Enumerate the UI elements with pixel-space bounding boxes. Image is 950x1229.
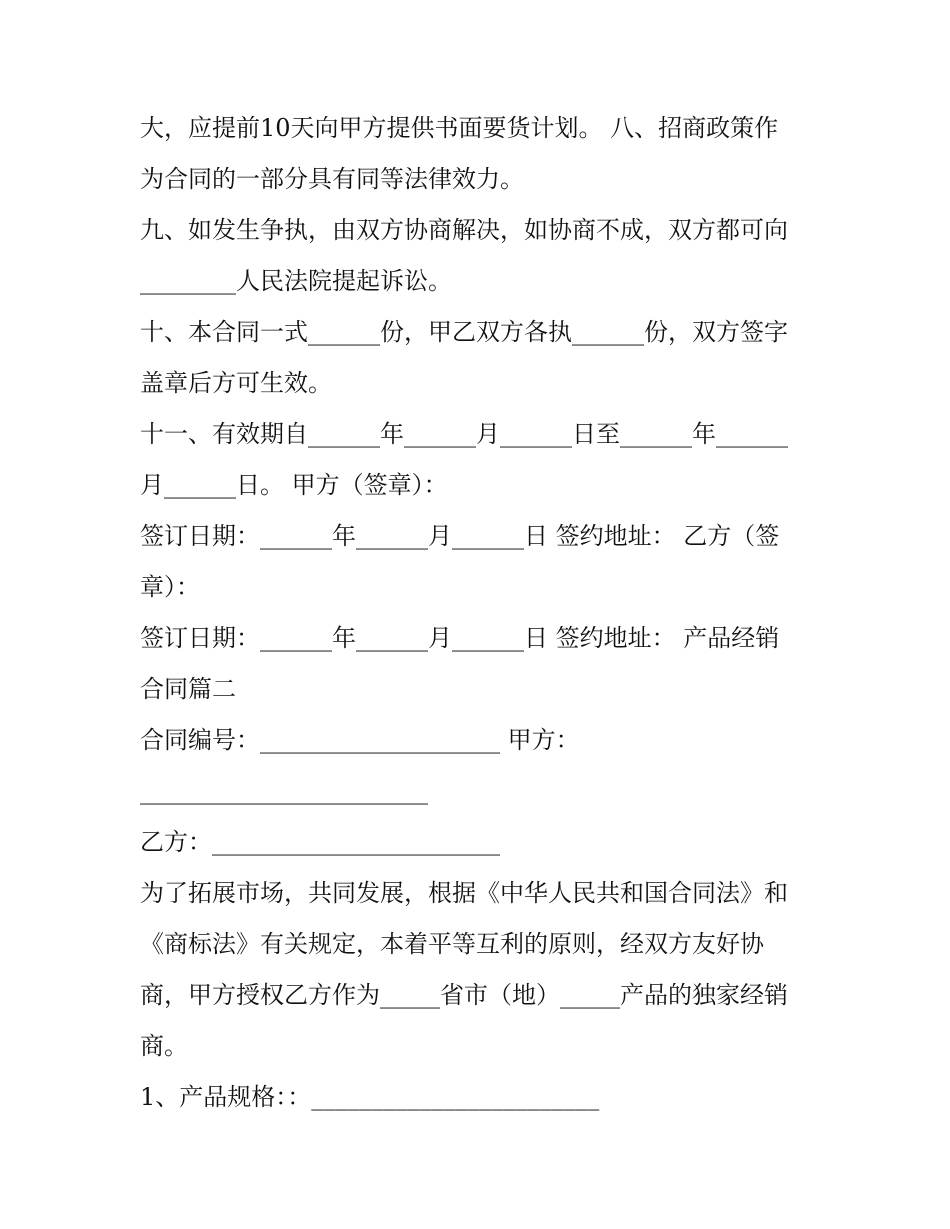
text-line: 签订日期：______年______月______日 签约地址： 乙方（签 [140,522,780,550]
text-line: ________人民法院提起诉讼。 [140,267,452,295]
text-line: 乙方：________________________ [140,828,500,856]
text-line: 商，甲方授权乙方作为_____省市（地）_____产品的独家经销 [140,981,788,1009]
text-line: 商。 [140,1032,188,1060]
text-line: 月______日。 甲方（签章）： [140,471,448,499]
text-line: 为合同的一部分具有同等法律效力。 [140,165,524,193]
text-line: 章）： [140,573,200,601]
text-line: 大，应提前10天向甲方提供书面要货计划。 八、招商政策作 [140,114,779,142]
text-line: 签订日期：______年______月______日 签约地址： 产品经销 [140,624,780,652]
text-line: 为了拓展市场，共同发展，根据《中华人民共和国合同法》和 [140,879,788,907]
text-line: 《商标法》有关规定，本着平等互利的原则，经双方友好协 [140,930,764,958]
section-heading: 合同篇二 [140,675,236,703]
text-line: 合同编号：____________________ 甲方： [140,726,580,754]
text-line: 1、产品规格：：________________________ [140,1083,600,1111]
text-line: ________________________ [140,777,428,805]
document-body [140,103,820,1123]
text-line: 十、本合同一式______份，甲乙双方各执______份，双方签字 [140,318,788,346]
text-line: 盖章后方可生效。 [140,369,332,397]
text-line: 九、如发生争执，由双方协商解决，如协商不成，双方都可向 [140,216,788,244]
text-line: 十一、有效期自______年______月______日至______年______ [140,420,788,448]
